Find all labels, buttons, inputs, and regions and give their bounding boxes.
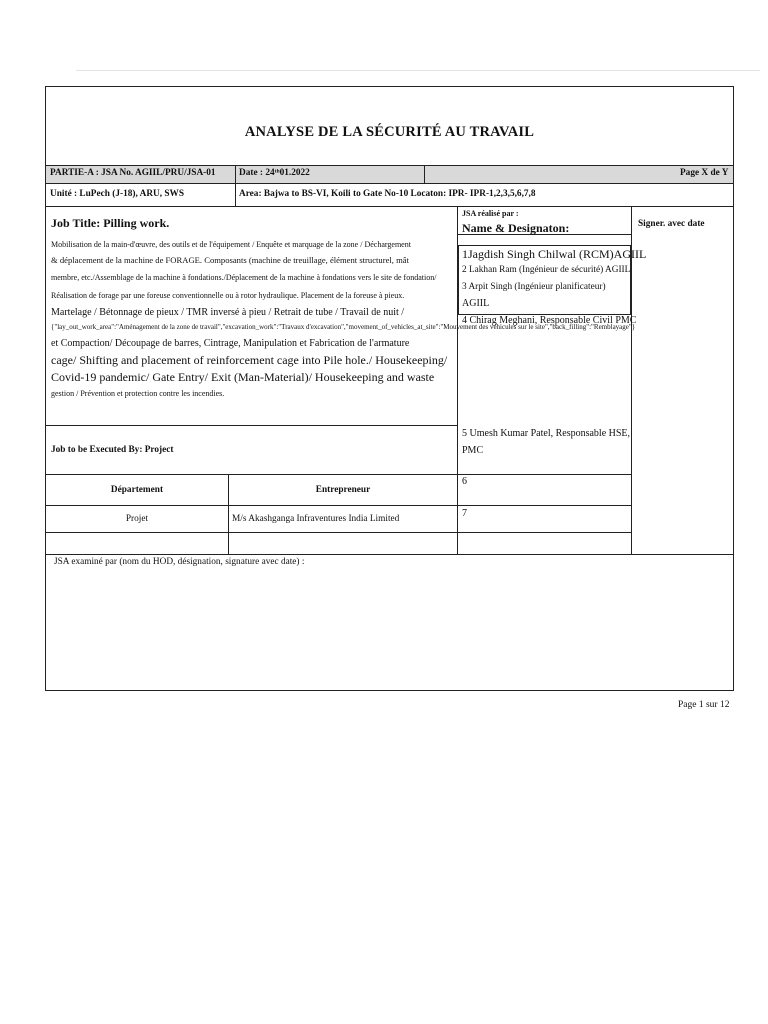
page-x-of-y: Page X de Y — [680, 168, 729, 178]
contractor-header: Entrepreneur — [315, 485, 371, 495]
person-4: 4 Chirag Meghani, Responsable Civil PMC — [462, 315, 637, 326]
person-1: 1Jagdish Singh Chilwal (RCM)AGIIL — [462, 247, 647, 261]
jsa-form — [45, 86, 734, 691]
person-6: 6 — [462, 476, 467, 487]
page-footer: Page 1 sur 12 — [678, 700, 730, 710]
description-line-8: Covid-19 pandemic/ Gate Entry/ Exit (Man-Material)/ Housekeeping and waste — [51, 370, 435, 384]
unit-label: Unité : LuPech (J-18), ARU, SWS — [50, 189, 185, 199]
description-line-5: Martelage / Bétonnage de pieux / TMR inversé à pieu / Retrait de tube / Travail de nuit / — [51, 307, 405, 318]
description-line-1: Mobilisation de la main-d'œuvre, des outils et de l'équipement / Enquête et marquage de la zone / Déchargement — [51, 240, 411, 249]
signature-date-header: Signer. avec date — [638, 219, 705, 229]
jsa-prepared-by-label: JSA réalisé par : — [462, 209, 519, 218]
person-7: 7 — [462, 508, 467, 519]
person-3-company: AGIIL — [462, 298, 490, 309]
description-line-7: cage/ Shifting and placement of reinforcement cage into Pile hole./ Housekeeping/ — [51, 353, 448, 367]
reviewed-by-label: JSA examiné par (nom du HOD, désignation, signature avec date) : — [54, 557, 305, 567]
description-line-9: gestion / Prévention et protection contre les incendies. — [51, 389, 225, 398]
document-title: ANALYSE DE LA SÉCURITÉ AU TRAVAIL — [244, 124, 535, 140]
department-header: Département — [110, 485, 164, 495]
contractor-value: M/s Akashganga Infraventures India Limited — [232, 514, 400, 524]
person-5-company: PMC — [462, 445, 484, 456]
description-json-overlay: {"lay_out_work_area":"Aménagement de la zone de travail","excavation_work":"Travaux d'excavation","movement_of_vehicles_at_site":"Mouvement des véhicules sur le site","back_filling":"Remblayage"} — [51, 323, 636, 331]
description-line-4: Réalisation de forage par une foreuse conventionnelle ou à rotor hydraulique. Placement de la foreuse à pieux. — [51, 291, 405, 300]
description-line-6: et Compaction/ Découpage de barres, Cintrage, Manipulation et Fabrication de l'armature — [51, 338, 410, 349]
jsa-date: Date : 24ᵗʰ01.2022 — [239, 168, 310, 178]
area-location: Area: Bajwa to BS-VI, Koili to Gate No-10 Locaton: IPR- IPR-1,2,3,5,6,7,8 — [239, 189, 536, 199]
person-3: 3 Arpit Singh (Ingénieur planificateur) — [462, 282, 606, 292]
description-line-2: & déplacement de la machine de FORAGE. Composants (machine de treuillage, élément structurel, mât — [51, 255, 409, 265]
jsa-number: PARTIE-A : JSA No. AGIIL/PRU/JSA-01 — [50, 168, 216, 178]
name-designation-header: Name & Designaton: — [462, 221, 570, 235]
top-divider — [76, 70, 760, 71]
description-line-3: membre, etc./Assemblage de la machine à fondations./Déplacement de la machine à fondations vers le site de fondation/ — [51, 273, 437, 282]
department-value: Projet — [125, 514, 149, 524]
executed-by-label: Job to be Executed By: Project — [51, 445, 174, 455]
person-5: 5 Umesh Kumar Patel, Responsable HSE, — [462, 428, 631, 439]
job-title: Job Title: Pilling work. — [51, 216, 170, 230]
person-2: 2 Lakhan Ram (Ingénieur de sécurité) AGIIL — [462, 265, 631, 275]
